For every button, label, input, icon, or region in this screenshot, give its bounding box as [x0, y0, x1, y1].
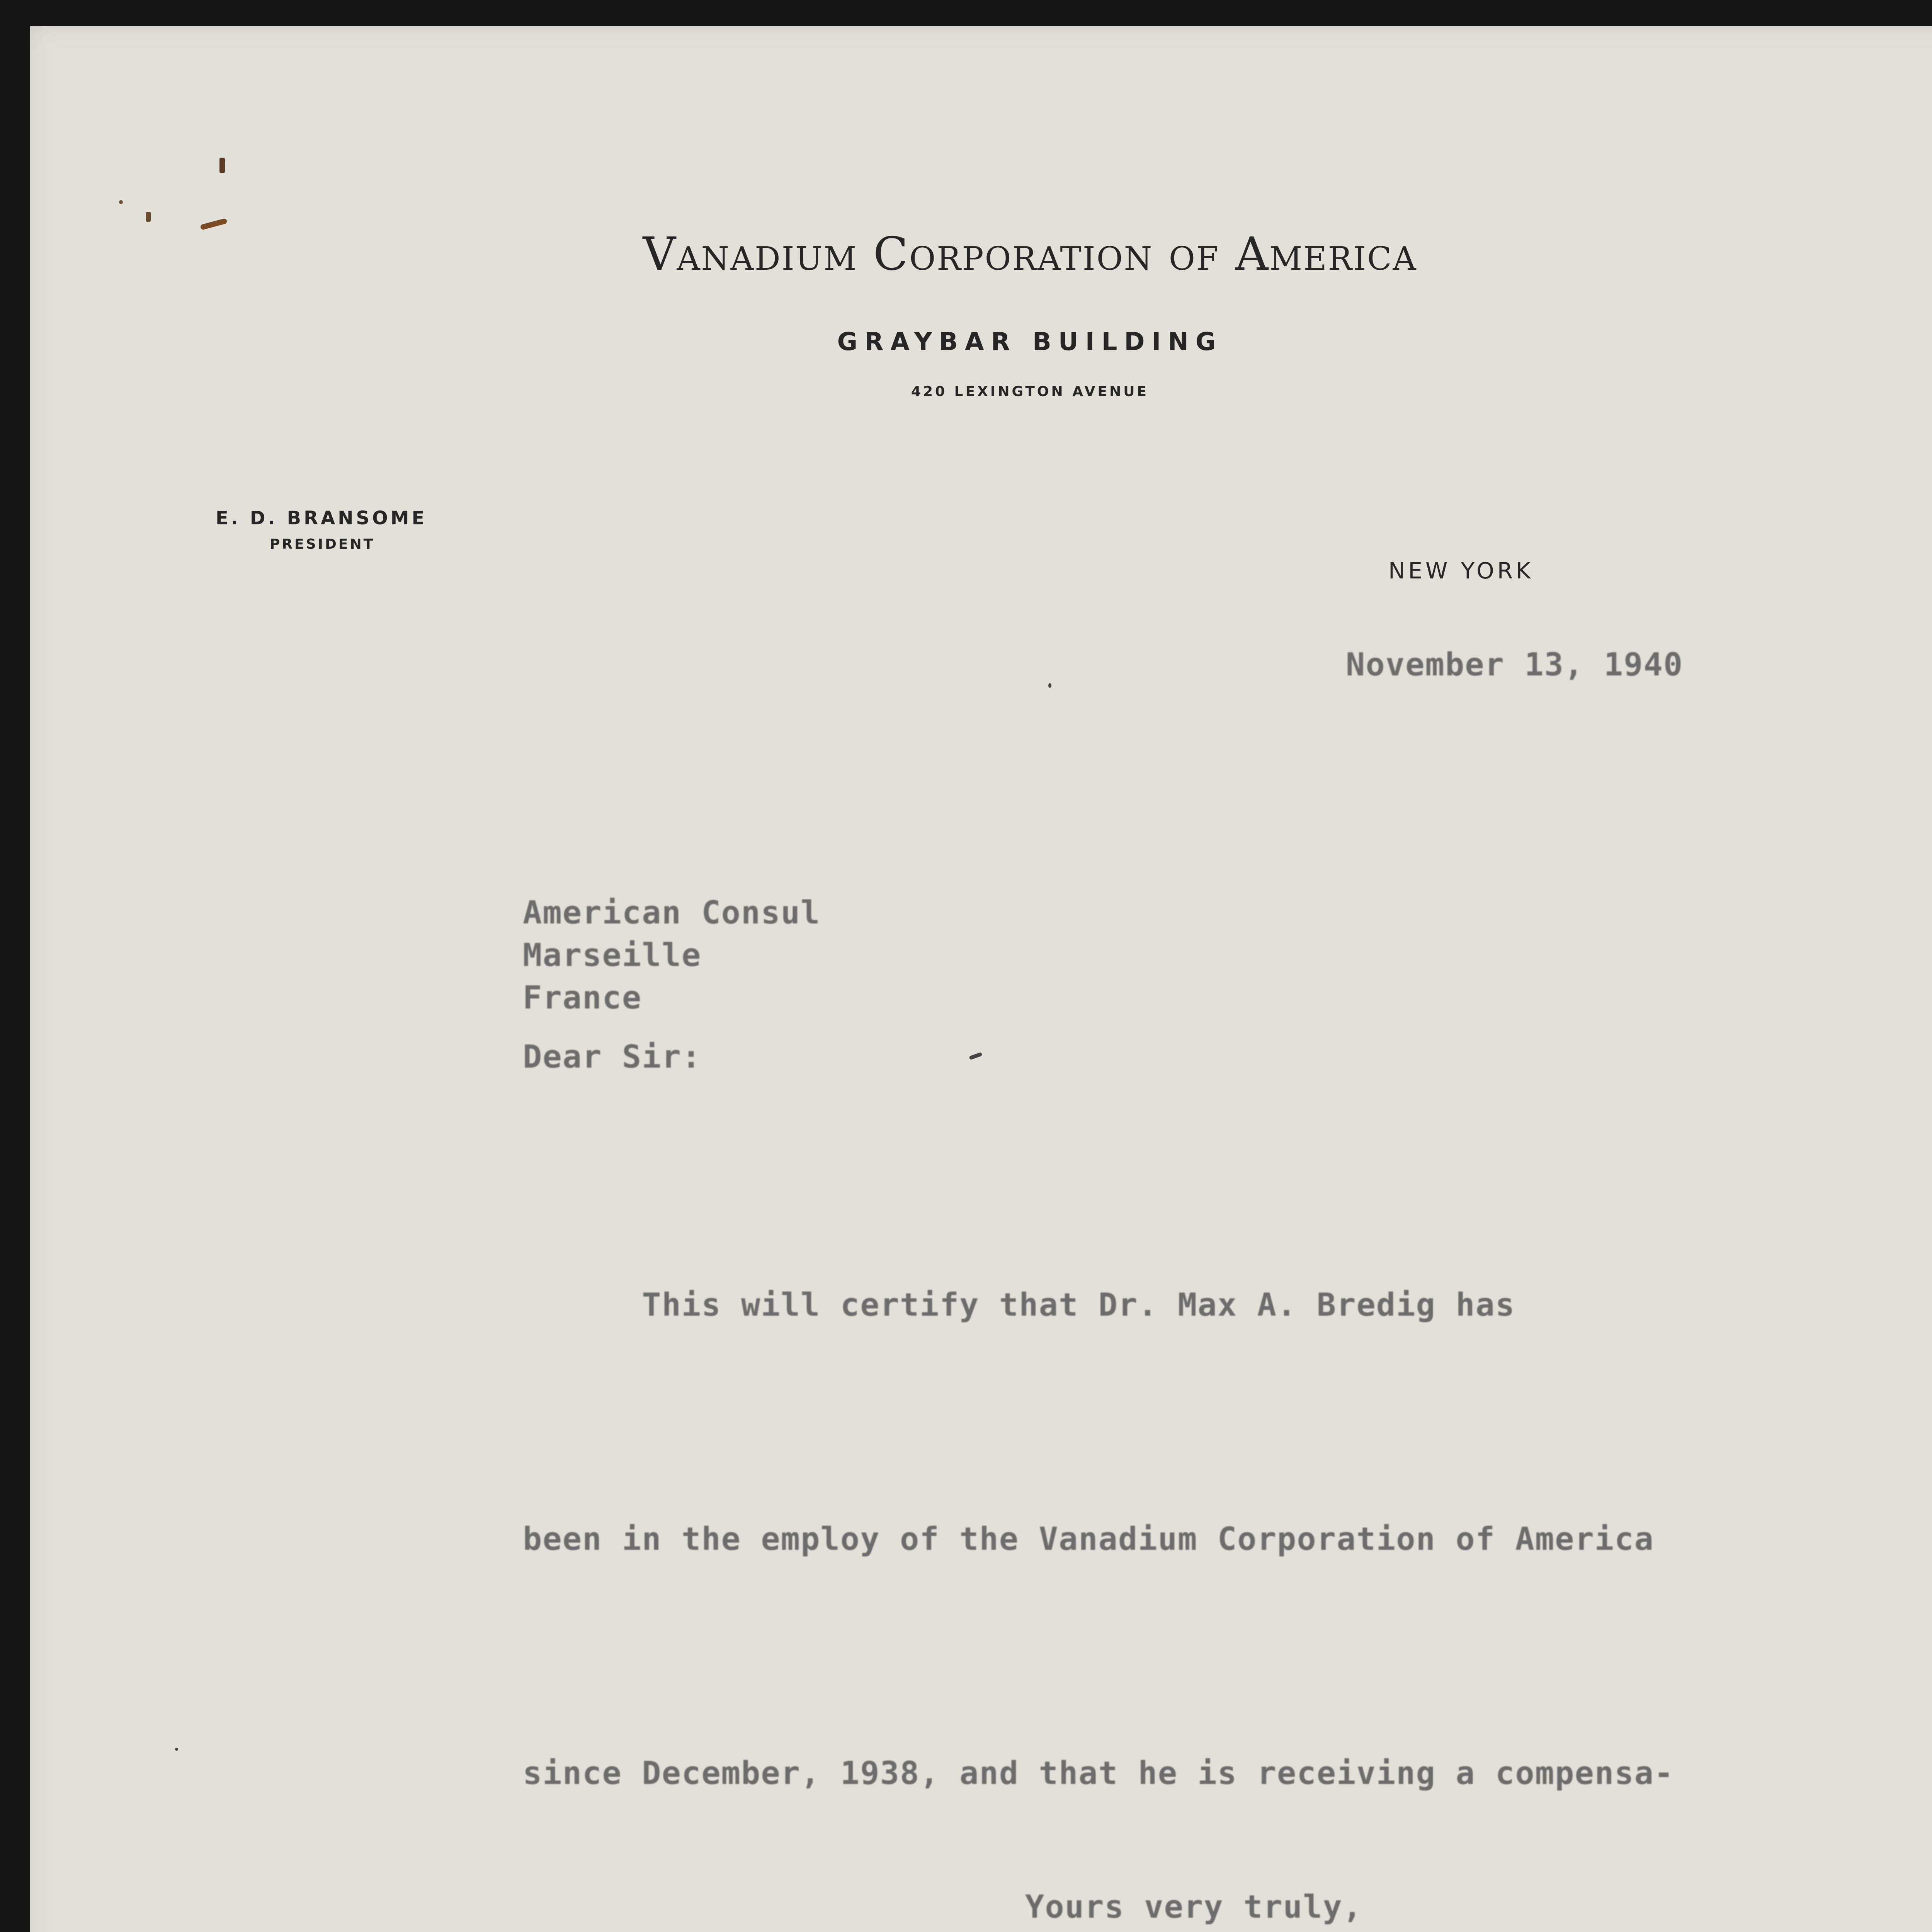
letter-body	[523, 1110, 1674, 1932]
body-line: since December, 1938, and that he is receiving a compensa-	[523, 1755, 1674, 1792]
city-name: NEW YORK	[1388, 558, 1534, 584]
president-name: E. D. BRANSOME	[216, 507, 427, 529]
paper-mark	[146, 212, 151, 222]
body-line: been in the employ of the Vanadium Corporation of America	[523, 1521, 1654, 1558]
recipient-line: American Consul	[523, 895, 821, 931]
letter-page	[30, 26, 1932, 1932]
paper-mark	[175, 1748, 178, 1751]
paper-mark	[119, 200, 123, 204]
company-name: Vanadium Corporation of America	[643, 227, 1417, 281]
salutation: Dear Sir:	[523, 1039, 702, 1075]
recipient-line: Marseille	[523, 937, 702, 974]
complimentary-close: Yours very truly,	[1025, 1889, 1363, 1925]
recipient-line: France	[523, 980, 642, 1016]
street-address: 420 LEXINGTON AVENUE	[911, 384, 1149, 400]
recipient-address	[523, 892, 821, 1019]
paper-mark	[219, 158, 225, 173]
letter-date: November 13, 1940	[1346, 646, 1684, 683]
paper-mark	[1048, 683, 1051, 688]
president-title: PRESIDENT	[270, 536, 375, 552]
body-line: This will certify that Dr. Max A. Bredig has	[523, 1287, 1515, 1323]
paper-mark	[969, 1052, 982, 1060]
building-name: GRAYBAR BUILDING	[837, 328, 1223, 356]
